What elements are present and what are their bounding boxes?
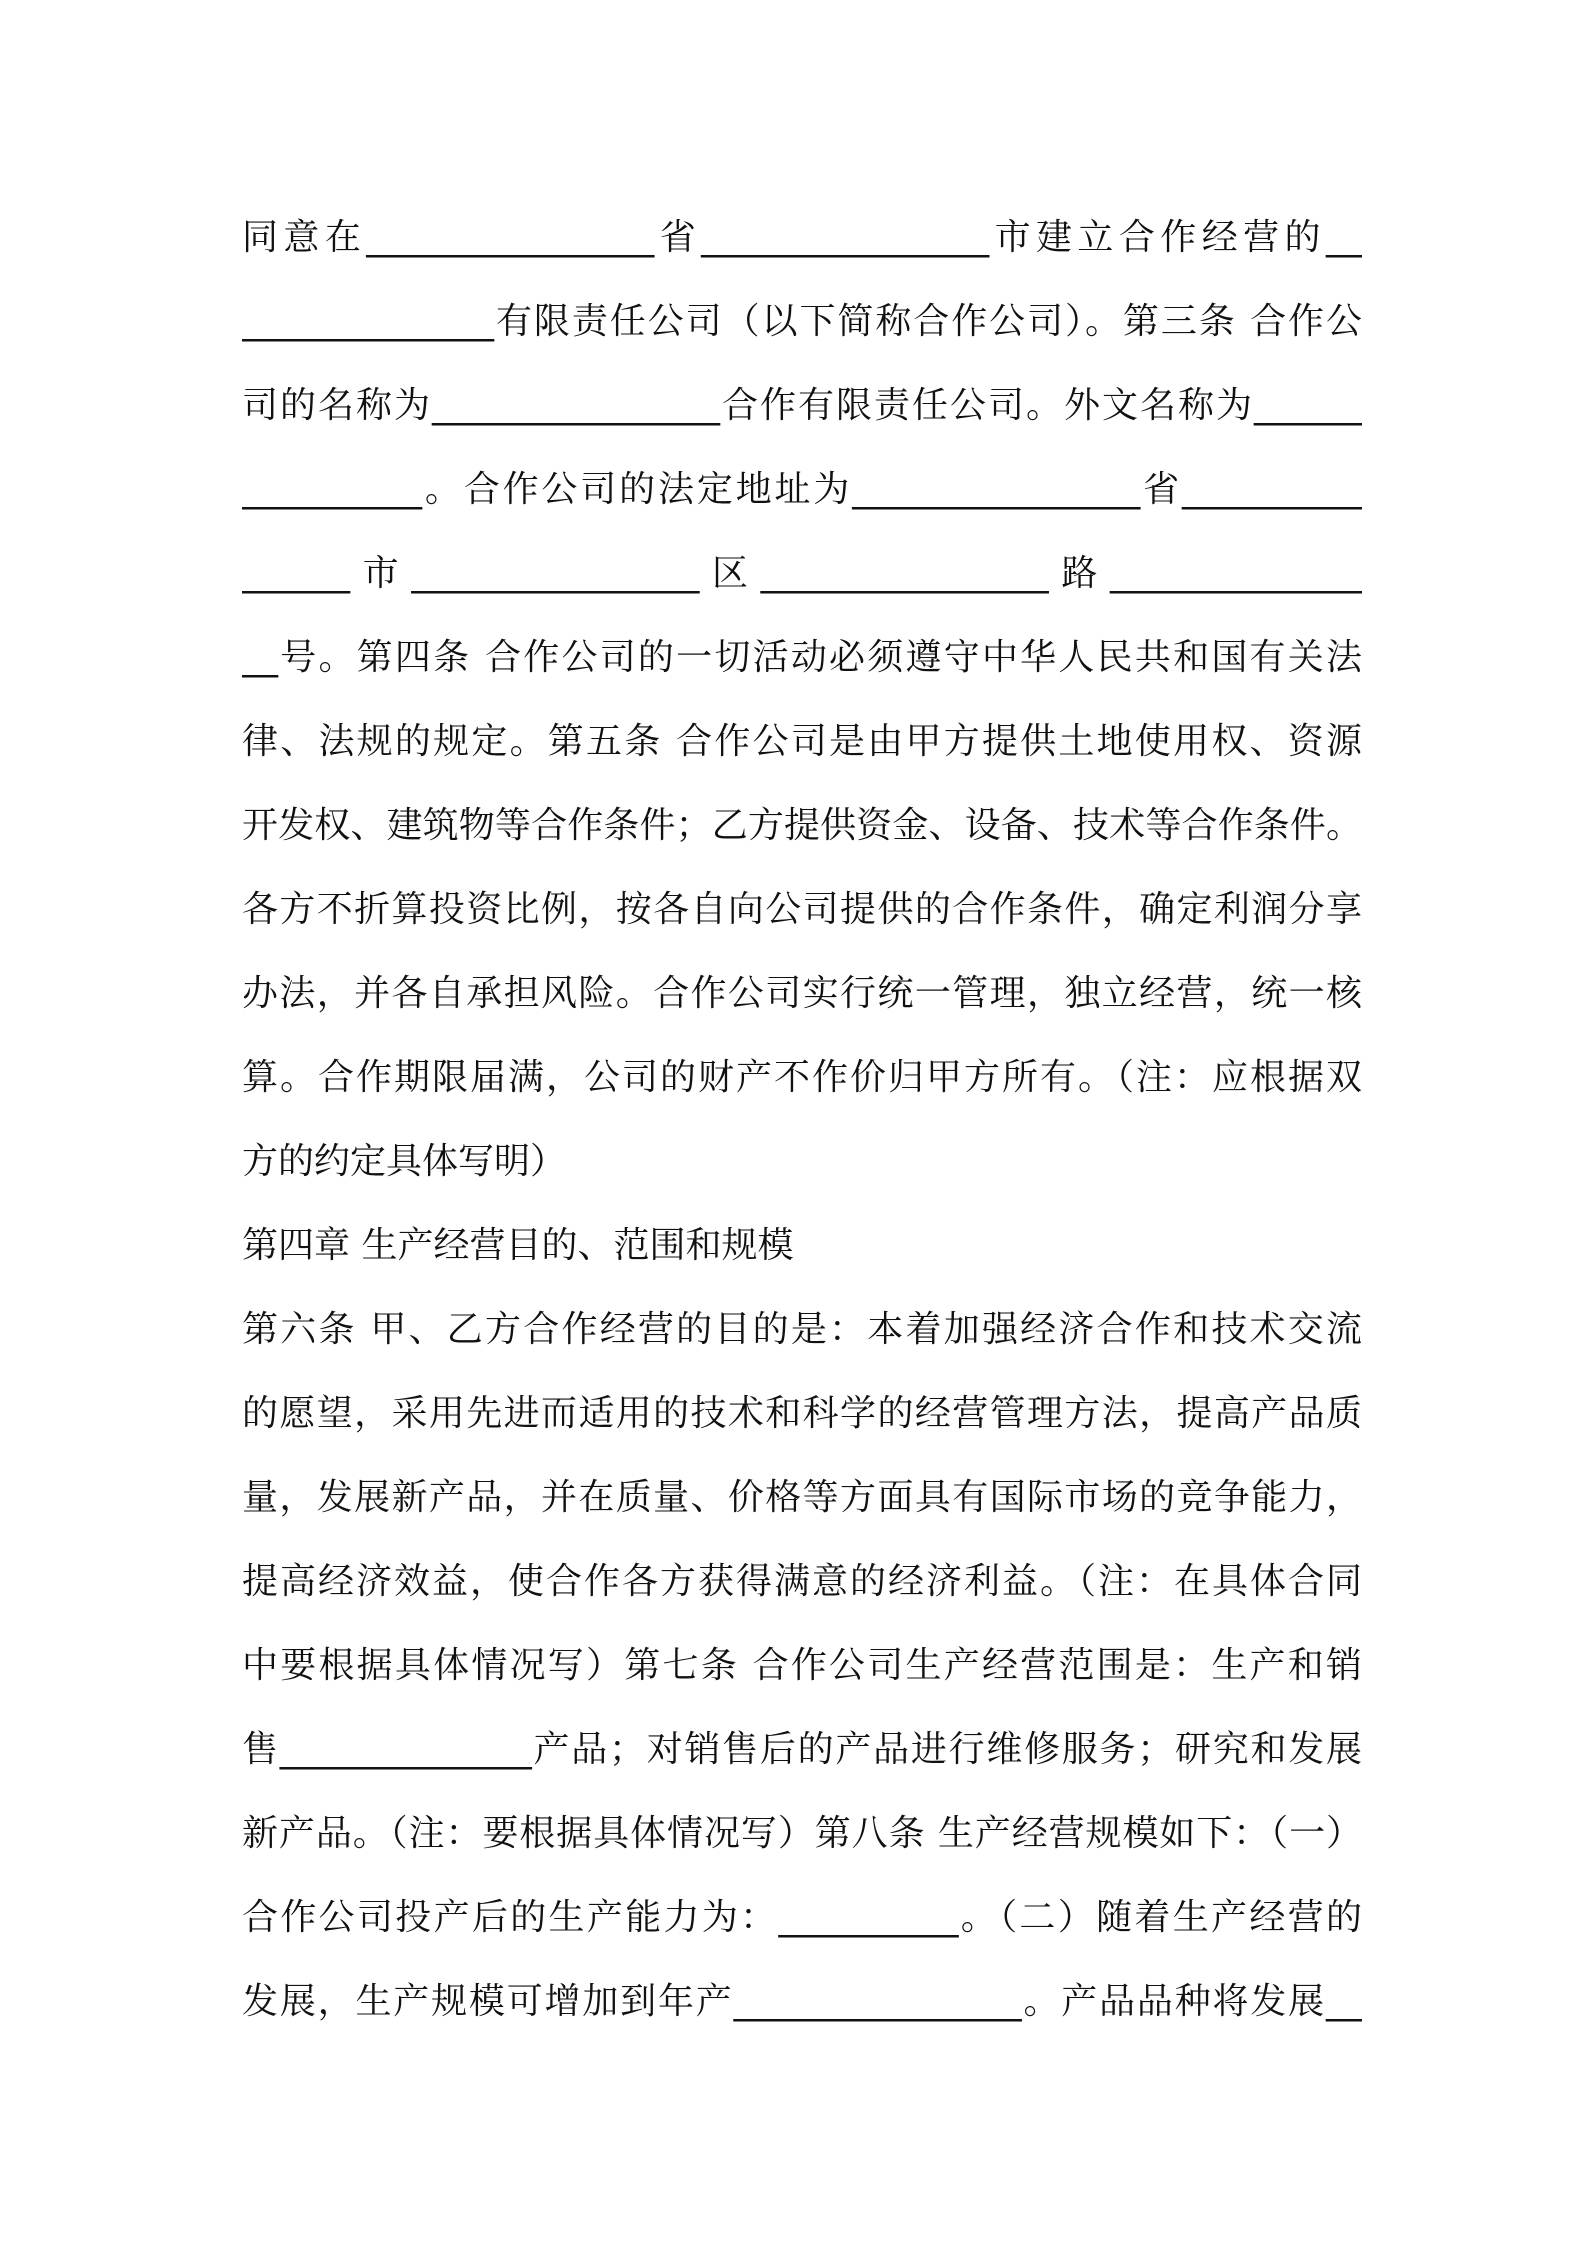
text-line: 司的名称为________________合作有限责任公司。外文名称为______ — [242, 385, 1362, 426]
text-line: 律、法规的规定。第五条 合作公司是由甲方提供土地使用权、资源 — [242, 721, 1362, 762]
text-line: 方的约定具体写明） — [242, 1141, 567, 1182]
text-line: 办法，并各自承担风险。合作公司实行统一管理，独立经营，统一核 — [242, 973, 1362, 1014]
text-line: 售______________产品；对销售后的产品进行维修服务；研究和发展 — [242, 1729, 1362, 1770]
text-line: 量，发展新产品，并在质量、价格等方面具有国际市场的竞争能力， — [242, 1477, 1362, 1518]
document-body — [242, 196, 1362, 2044]
text-line: ______________有限责任公司（以下简称合作公司）。第三条 合作公 — [242, 301, 1362, 342]
text-line: 合作公司投产后的生产能力为：__________。（二）随着生产经营的 — [242, 1897, 1362, 1938]
text-line: 提高经济效益，使合作各方获得满意的经济利益。（注：在具体合同 — [242, 1561, 1362, 1602]
text-line: 的愿望，采用先进而适用的技术和科学的经营管理方法，提高产品质 — [242, 1393, 1362, 1434]
text-line: __号。第四条 合作公司的一切活动必须遵守中华人民共和国有关法 — [242, 637, 1362, 678]
text-line: __________。合作公司的法定地址为________________省__________ — [242, 469, 1362, 510]
text-line: 第六条 甲、乙方合作经营的目的是：本着加强经济合作和技术交流 — [242, 1309, 1362, 1350]
text-line: 中要根据具体情况写）第七条 合作公司生产经营范围是：生产和销 — [242, 1645, 1362, 1686]
text-line: ______市________________区________________路______________ — [242, 553, 1362, 594]
text-line: 开发权、建筑物等合作条件；乙方提供资金、设备、技术等合作条件。 — [242, 805, 1362, 846]
text-line: 新产品。（注：要根据具体情况写）第八条 生产经营规模如下：（一） — [242, 1813, 1362, 1854]
text-line: 各方不折算投资比例，按各自向公司提供的合作条件，确定利润分享 — [242, 889, 1362, 930]
text-line: 算。合作期限届满，公司的财产不作价归甲方所有。（注：应根据双 — [242, 1057, 1362, 1098]
text-line: 发展，生产规模可增加到年产________________。产品品种将发展__ — [242, 1981, 1362, 2022]
text-line: 同意在________________省________________市建立合作经营的__ — [242, 217, 1362, 258]
chapter-heading: 第四章 生产经营目的、范围和规模 — [242, 1225, 794, 1266]
